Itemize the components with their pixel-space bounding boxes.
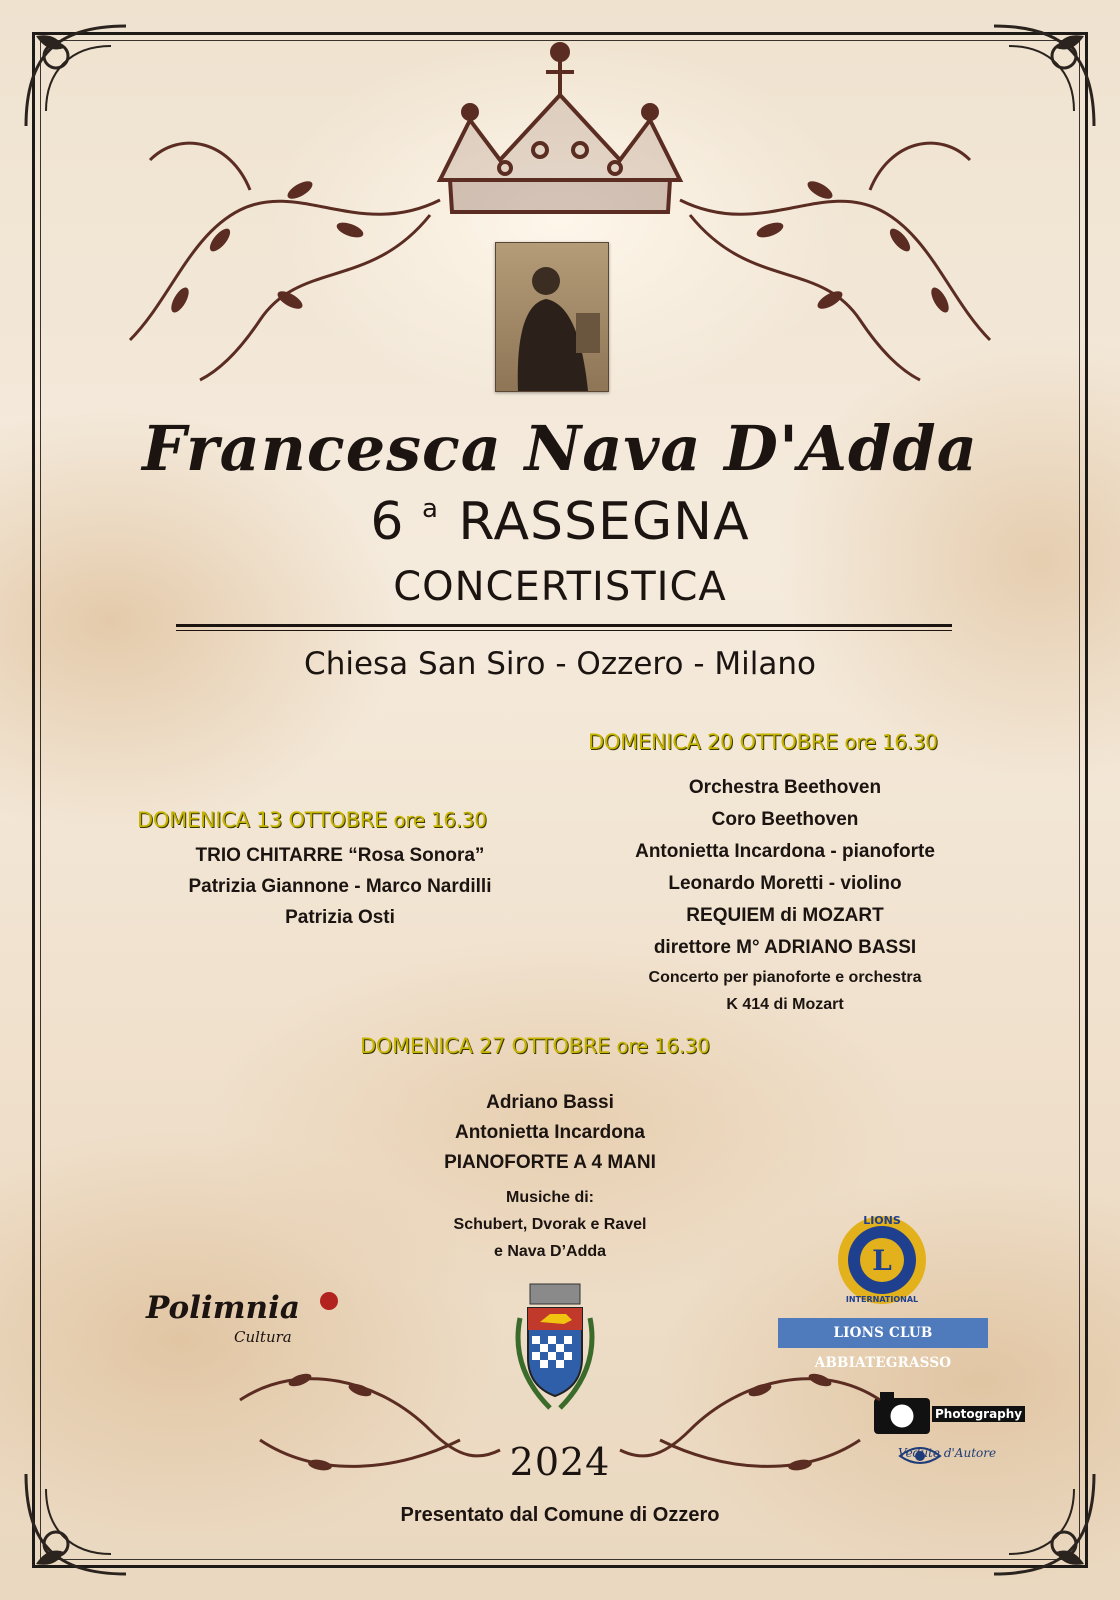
edition-title [0, 492, 1120, 552]
concert-2-line: REQUIEM di MOZART [686, 905, 884, 926]
concert-date-1-time: ore 16.30 [393, 808, 487, 832]
concert-date-2-day: DOMENICA 20 OTTOBRE [588, 730, 839, 754]
concert-2-small-line: K 414 di Mozart [726, 996, 844, 1013]
concert-1-line: Patrizia Osti [285, 907, 395, 928]
concert-3-line: Adriano Bassi [486, 1092, 614, 1113]
concert-3-line: PIANOFORTE A 4 MANI [444, 1152, 656, 1173]
lions-badge-bottom: INTERNATIONAL [845, 1295, 919, 1304]
polimnia-name: Polimnia [146, 1290, 300, 1326]
title-divider-thin [176, 630, 952, 631]
concert-details-2 [590, 772, 980, 1018]
edition-suffix: a [421, 494, 439, 524]
concert-date-2 [588, 730, 938, 754]
lions-letter: L [872, 1244, 892, 1277]
portrait-photo [495, 242, 609, 392]
concert-3-small-line: Schubert, Dvorak e Ravel [453, 1216, 647, 1233]
concert-3-small-line: Musiche di: [505, 1189, 594, 1206]
concert-2-line: Leonardo Moretti - violino [668, 873, 902, 894]
concert-date-1-day: DOMENICA 13 OTTOBRE [137, 808, 388, 832]
rassegna-word: RASSEGNA [458, 492, 750, 552]
concert-details-1 [130, 840, 550, 933]
script-title: Francesca Nava D'Adda [142, 412, 978, 485]
lions-club-label: LIONS CLUB ABBIATEGRASSO [778, 1318, 988, 1348]
concert-2-small-line: Concerto per pianoforte e orchestra [648, 969, 922, 986]
photography-text: Photography [932, 1406, 1025, 1422]
edition-number: 6 [370, 492, 405, 552]
crown-icon [440, 44, 680, 212]
concert-date-3 [360, 1034, 710, 1058]
concertistica-title: CONCERTISTICA [393, 564, 727, 610]
title-divider-thick [176, 624, 952, 627]
portrait-figure-icon [496, 243, 608, 391]
polimnia-sub: Cultura [234, 1328, 292, 1346]
concert-date-3-day: DOMENICA 27 OTTOBRE [360, 1034, 611, 1058]
concert-1-line: TRIO CHITARRE “Rosa Sonora” [195, 845, 485, 866]
concert-2-line: Coro Beethoven [711, 809, 859, 830]
presented-by: Presentato dal Comune di Ozzero [400, 1504, 720, 1526]
concert-2-line: Antonietta Incardona - pianoforte [635, 841, 935, 862]
year: 2024 [509, 1440, 611, 1484]
lions-international-logo [822, 1210, 942, 1310]
concert-1-line: Patrizia Giannone - Marco Nardilli [188, 876, 492, 897]
lions-badge-top: LIONS [863, 1214, 901, 1227]
concert-2-line: Orchestra Beethoven [688, 777, 882, 798]
concert-2-line: direttore M° ADRIANO BASSI [653, 937, 917, 958]
concert-3-line: Antonietta Incardona [454, 1122, 645, 1143]
rose-icon [320, 1292, 338, 1310]
concert-date-2-time: ore 16.30 [844, 730, 938, 754]
concert-3-small-line: e Nava D’Adda [493, 1243, 607, 1260]
vedute-text: Vedute d'Autore [898, 1446, 997, 1460]
concert-date-3-time: ore 16.30 [616, 1034, 710, 1058]
venue-line: Chiesa San Siro - Ozzero - Milano [304, 646, 816, 682]
concert-date-1 [137, 808, 487, 832]
concert-details-3 [360, 1088, 740, 1265]
